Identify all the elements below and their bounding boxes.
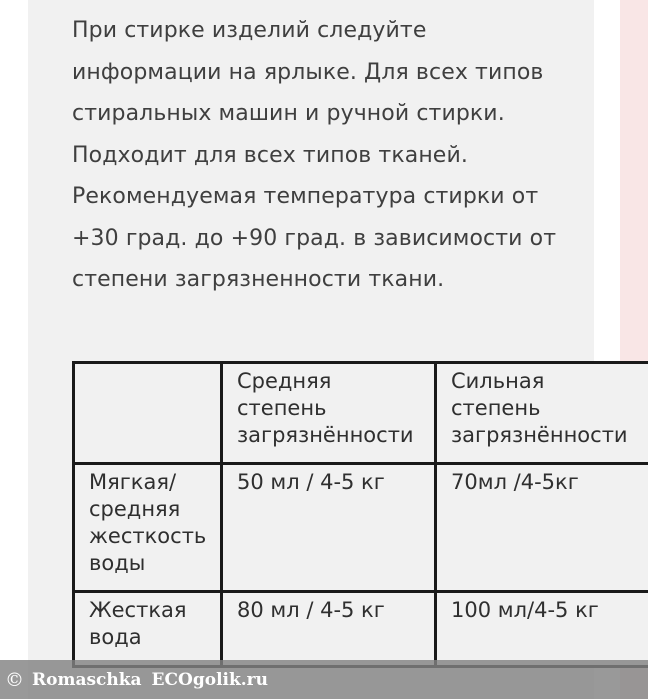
table-cell: 80 мл / 4-5 кг — [222, 592, 436, 667]
paragraph-line: Рекомендуемая температура стирки от — [72, 184, 539, 209]
usage-instructions — [72, 10, 592, 301]
table-cell: 70мл /4-5кг — [436, 464, 648, 592]
paragraph-line: Подходит для всех типов тканей. — [72, 142, 468, 168]
table-cell: 100 мл/4-5 кг — [436, 592, 648, 667]
table-row-label-soft-water: Мягкая/ средняя жесткость воды — [74, 464, 222, 592]
dosage-table — [72, 361, 648, 668]
table-header-heavy-soiling: Сильная степень загрязнённости — [436, 363, 648, 464]
author-name: Romaschka — [32, 669, 142, 690]
paragraph-line: +30 град. до +90 град. в зависимости от — [72, 225, 557, 251]
copyright-icon: © — [5, 668, 24, 691]
table-row — [74, 464, 648, 592]
table-row-label-hard-water: Жесткая вода — [74, 592, 222, 667]
table-cell: 50 мл / 4-5 кг — [222, 464, 436, 592]
paragraph-line: степени загрязненности ткани. — [72, 267, 445, 292]
paragraph-line: При стирке изделий следуйте — [72, 18, 427, 43]
table-header-row — [74, 363, 648, 464]
paragraph-line: стиральных машин и ручной стирки. — [72, 101, 505, 126]
table-header-empty-cell — [74, 363, 222, 464]
left-margin — [0, 0, 28, 699]
paragraph-line: информации на ярлыке. Для всех типов — [72, 59, 544, 85]
watermark-footer — [0, 660, 648, 699]
site-name: ECOgolik.ru — [151, 669, 268, 690]
table-header-medium-soiling: Средняя степень загрязнённости — [222, 363, 436, 464]
table-row — [74, 592, 648, 667]
